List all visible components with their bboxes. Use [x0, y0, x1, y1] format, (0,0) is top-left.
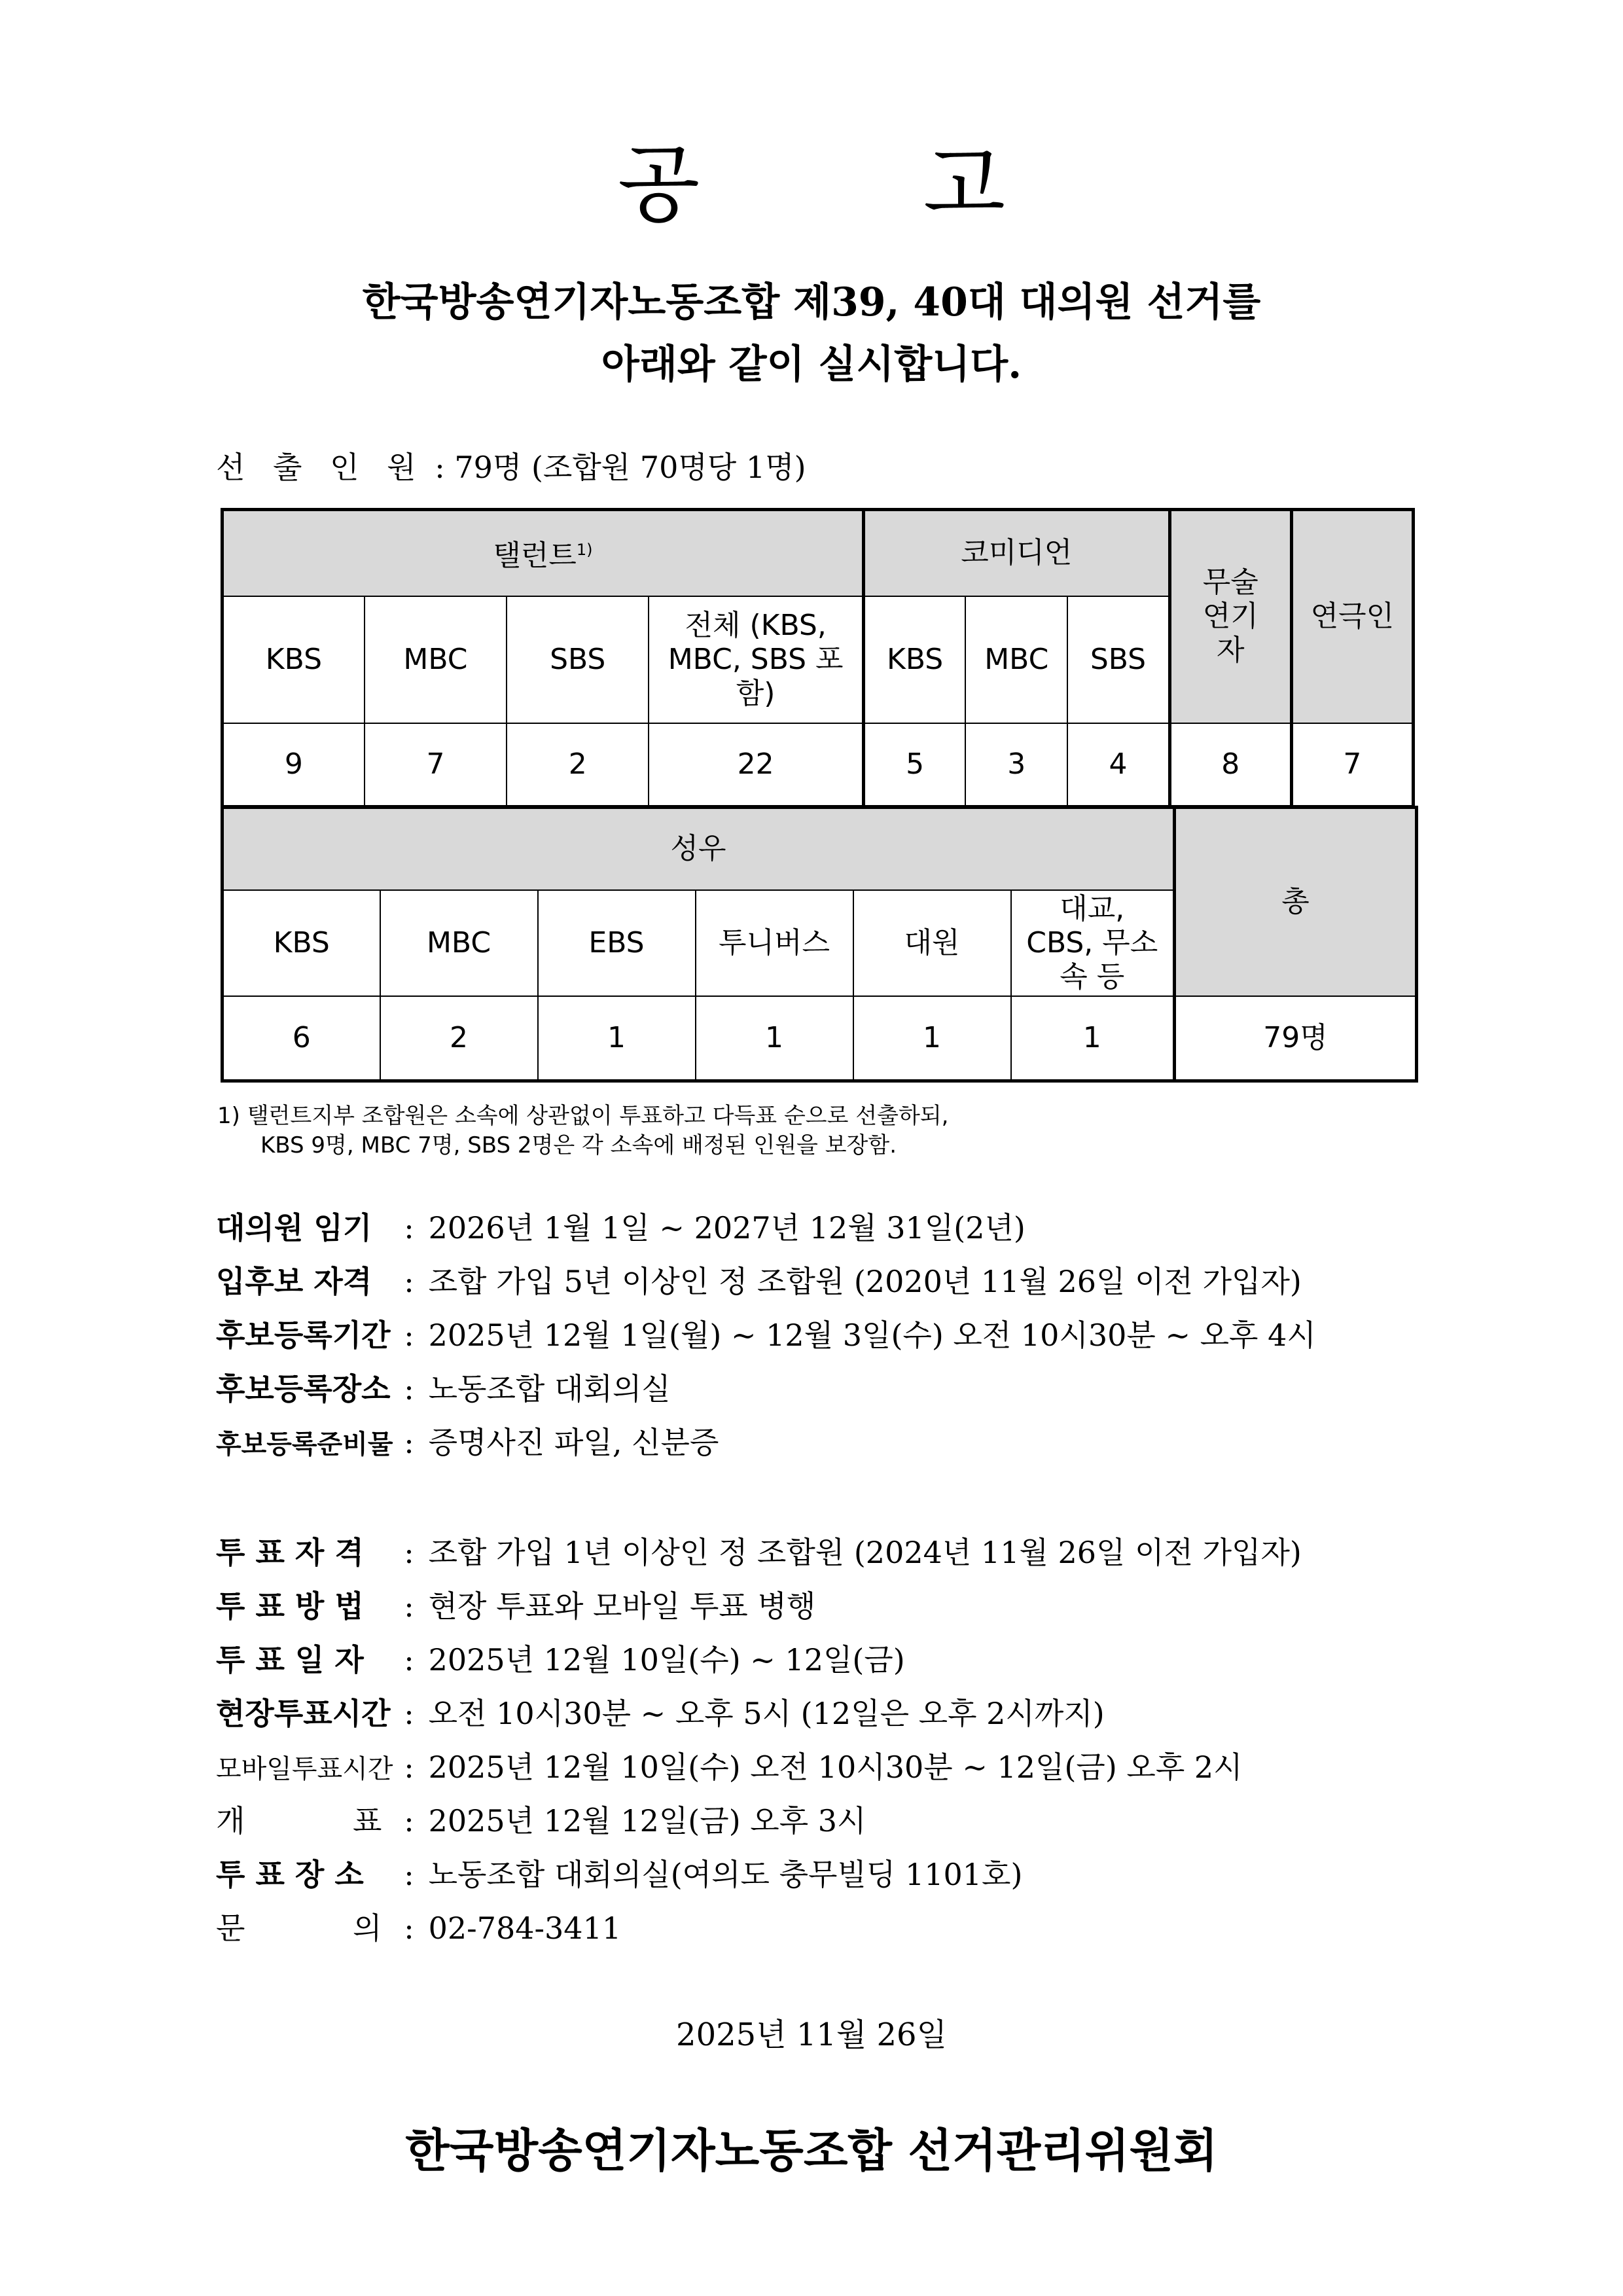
info-value: 2025년 12월 10일(수) ~ 12일(금)	[428, 1642, 905, 1677]
info-row-onsite-voting-time	[216, 1690, 1105, 1733]
info-colon: :	[404, 1264, 414, 1299]
info-key: 입후보 자격	[216, 1264, 372, 1299]
info-colon: :	[404, 1588, 414, 1624]
info-key: 후보등록기간	[216, 1318, 391, 1353]
group-header-talent: 탤런트$^{1)}$	[223, 510, 864, 596]
col-header-talent-kbs: KBS	[223, 596, 365, 723]
col-header-voice-daewon: 대원	[853, 890, 1011, 996]
info-row-mobile-voting-time	[216, 1744, 1243, 1787]
col-header-voice-mbc: MBC	[380, 890, 538, 996]
table-cell: 3	[965, 723, 1067, 807]
info-key: 문 의	[216, 1910, 382, 1946]
info-value: 노동조합 대회의실(여의도 충무빌딩 1101호)	[428, 1857, 1023, 1892]
footnote-mark: 1)	[576, 541, 593, 560]
table-cell: 1	[853, 996, 1011, 1081]
info-value: 2025년 12월 1일(월) ~ 12월 3일(수) 오전 10시30분 ~ 오후 4시	[428, 1318, 1316, 1353]
info-key: 현장투표시간	[216, 1696, 391, 1731]
info-value: 조합 가입 5년 이상인 정 조합원 (2020년 11월 26일 이전 가입자)	[428, 1264, 1302, 1299]
info-colon: :	[404, 1910, 414, 1946]
info-key: 후보등록장소	[216, 1371, 391, 1407]
info-colon: :	[404, 1318, 414, 1353]
col-header-martial-actor: 무술 연기자	[1169, 510, 1291, 723]
footnote-line-1: 1) 탤런트지부 조합원은 소속에 상관없이 투표하고 다득표 순으로 선출하되,	[217, 1103, 949, 1129]
info-row-registration-docs	[216, 1419, 719, 1462]
allocation-table-2	[221, 806, 1418, 1083]
subtitle-line-1: 한국방송연기자노동조합 제39, 40대 대의원 선거를	[362, 279, 1261, 325]
info-colon: :	[404, 1535, 414, 1570]
info-colon: :	[404, 1210, 414, 1246]
col-header-voice-others: 대교, CBS, 무소속 등	[1011, 890, 1175, 996]
info-row-inquiry	[216, 1905, 621, 1948]
info-row-voter-eligibility	[216, 1529, 1302, 1572]
info-key: 후보등록준비물	[216, 1429, 393, 1460]
info-colon: :	[404, 1696, 414, 1731]
info-value: 노동조합 대회의실	[428, 1371, 671, 1407]
info-key: 투 표 자 격	[216, 1535, 364, 1570]
info-colon: :	[404, 1803, 414, 1839]
info-key: 투 표 방 법	[216, 1588, 364, 1624]
info-row-term	[216, 1204, 1026, 1247]
notice-subtitle	[0, 272, 1623, 396]
col-header-theater-actor: 연극인	[1291, 510, 1413, 723]
col-header-talent-sbs: SBS	[507, 596, 649, 723]
group-header-voice-actor: 성우	[223, 808, 1175, 890]
table-cell: 2	[380, 996, 538, 1081]
info-value: 2025년 12월 12일(금) 오후 3시	[428, 1803, 866, 1839]
info-row-voting-method	[216, 1583, 815, 1626]
issuing-organization: 한국방송연기자노동조합 선거관리위원회	[405, 2123, 1218, 2178]
seats-value: 79명 (조합원 70명당 1명)	[454, 450, 806, 485]
table-cell-total: 79명	[1175, 996, 1417, 1081]
table-cell: 9	[223, 723, 365, 807]
info-row-voting-place	[216, 1851, 1022, 1894]
page-title: 공 고	[617, 135, 1104, 234]
table-cell: 4	[1067, 723, 1169, 807]
table-cell: 7	[1291, 723, 1413, 807]
table-cell: 7	[365, 723, 507, 807]
info-colon: :	[404, 1749, 414, 1785]
col-header-talent-total: 전체 (KBS, MBC, SBS 포함)	[649, 596, 863, 723]
info-value: 2026년 1월 1일 ~ 2027년 12월 31일(2년)	[428, 1210, 1026, 1246]
info-value: 증명사진 파일, 신분증	[428, 1425, 719, 1460]
info-key: 투 표 일 자	[216, 1642, 364, 1677]
table-cell: 1	[1011, 996, 1175, 1081]
table-cell: 8	[1169, 723, 1291, 807]
col-header-comedian-sbs: SBS	[1067, 596, 1169, 723]
info-row-candidacy	[216, 1258, 1302, 1301]
col-header-voice-ebs: EBS	[538, 890, 696, 996]
table-cell: 6	[223, 996, 380, 1081]
seats-row	[216, 444, 806, 487]
col-header-talent-mbc: MBC	[365, 596, 507, 723]
info-colon: :	[404, 1642, 414, 1677]
info-row-registration-period	[216, 1312, 1316, 1355]
group-header-comedian: 코미디언	[863, 510, 1169, 596]
info-value: 02-784-3411	[428, 1910, 622, 1946]
info-key: 대의원 임기	[216, 1210, 372, 1246]
info-row-voting-date	[216, 1636, 905, 1679]
subtitle-line-2: 아래와 같이 실시합니다.	[601, 342, 1022, 387]
table-cell: 5	[863, 723, 965, 807]
col-header-voice-kbs: KBS	[223, 890, 380, 996]
table-cell: 22	[649, 723, 863, 807]
info-row-registration-place	[216, 1365, 671, 1408]
info-colon: :	[404, 1425, 414, 1460]
info-row-counting	[216, 1797, 866, 1840]
seats-colon: :	[435, 450, 445, 485]
table-cell: 2	[507, 723, 649, 807]
allocation-table-1	[221, 508, 1415, 808]
table-cell: 1	[696, 996, 853, 1081]
info-colon: :	[404, 1371, 414, 1407]
seats-label: 선 출 인 원	[216, 450, 425, 485]
col-header-total: 총	[1175, 808, 1417, 996]
col-header-comedian-kbs: KBS	[863, 596, 965, 723]
col-header-voice-tooniverse: 투니버스	[696, 890, 853, 996]
info-key: 개 표	[216, 1803, 382, 1839]
info-colon: :	[404, 1857, 414, 1892]
footnote-line-2: KBS 9명, MBC 7명, SBS 2명은 각 소속에 배정된 인원을 보장함.	[260, 1132, 897, 1158]
table-cell: 1	[538, 996, 696, 1081]
info-value: 오전 10시30분 ~ 오후 5시 (12일은 오후 2시까지)	[428, 1696, 1105, 1731]
info-value: 2025년 12월 10일(수) 오전 10시30분 ~ 12일(금) 오후 2시	[428, 1749, 1243, 1785]
footnote	[217, 1102, 948, 1160]
info-key: 모바일투표시간	[216, 1754, 393, 1784]
info-value: 조합 가입 1년 이상인 정 조합원 (2024년 11월 26일 이전 가입자)	[428, 1535, 1302, 1570]
notice-date: 2025년 11월 26일	[676, 2017, 947, 2053]
info-value: 현장 투표와 모바일 투표 병행	[428, 1588, 816, 1624]
col-header-comedian-mbc: MBC	[965, 596, 1067, 723]
info-key: 투 표 장 소	[216, 1857, 364, 1892]
